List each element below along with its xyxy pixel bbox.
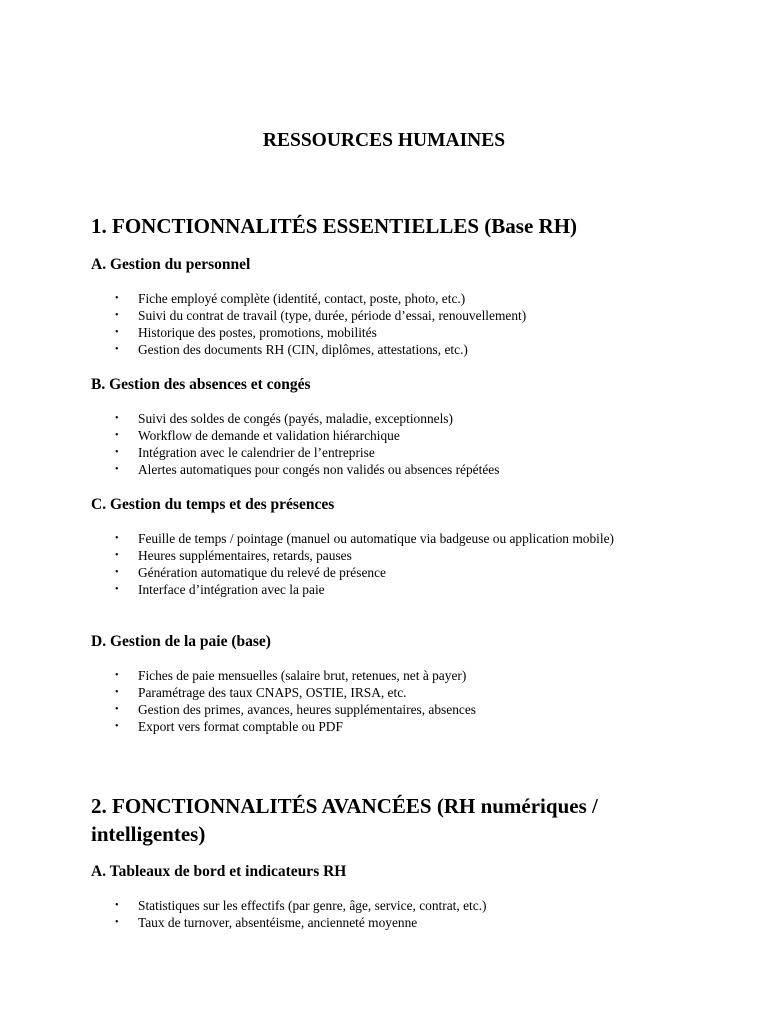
list-item-text: Intégration avec le calendrier de l’entreprise [138, 445, 375, 460]
list-item-text: Alertes automatiques pour congés non validés ou absences répétées [138, 462, 500, 477]
list-item [91, 718, 671, 735]
subsection-1b-list [91, 410, 671, 478]
list-item [91, 530, 671, 547]
bullet-icon: • [115, 293, 119, 304]
bullet-icon: • [115, 900, 119, 911]
list-item-text: Export vers format comptable ou PDF [138, 719, 343, 734]
bullet-icon: • [115, 344, 119, 355]
list-item [91, 290, 671, 307]
list-item [91, 444, 671, 461]
list-item-text: Fiche employé complète (identité, contact, poste, photo, etc.) [138, 291, 466, 306]
list-item [91, 897, 671, 914]
list-item-text: Feuille de temps / pointage (manuel ou automatique via badgeuse ou application mobile) [138, 531, 614, 546]
bullet-icon: • [115, 327, 119, 338]
list-item [91, 684, 671, 701]
list-item [91, 564, 671, 581]
bullet-icon: • [115, 584, 119, 595]
bullet-icon: • [115, 533, 119, 544]
list-item [91, 427, 671, 444]
bullet-icon: • [115, 670, 119, 681]
list-item-text: Interface d’intégration avec la paie [138, 582, 325, 597]
list-item [91, 701, 671, 718]
list-item-text: Historique des postes, promotions, mobilités [138, 325, 377, 340]
subsection-1a-list [91, 290, 671, 358]
subsection-1c-heading: C. Gestion du temps et des présences [91, 496, 335, 513]
subsection-2a-heading: A. Tableaux de bord et indicateurs RH [91, 863, 347, 880]
list-item-text: Gestion des documents RH (CIN, diplômes, attestations, etc.) [138, 342, 468, 357]
subsection-1b-heading: B. Gestion des absences et congés [91, 376, 311, 393]
list-item-text: Heures supplémentaires, retards, pauses [138, 548, 352, 563]
list-item [91, 324, 671, 341]
bullet-icon: • [115, 464, 119, 475]
list-item-text: Génération automatique du relevé de présence [138, 565, 386, 580]
list-item-text: Gestion des primes, avances, heures supplémentaires, absences [138, 702, 477, 717]
bullet-icon: • [115, 917, 119, 928]
bullet-icon: • [115, 721, 119, 732]
list-item-text: Suivi des soldes de congés (payés, maladie, exceptionnels) [138, 411, 453, 426]
bullet-icon: • [115, 413, 119, 424]
list-item-text: Paramétrage des taux CNAPS, OSTIE, IRSA, etc. [138, 685, 407, 700]
list-item [91, 547, 671, 564]
bullet-icon: • [115, 310, 119, 321]
document-title: RESSOURCES HUMAINES [262, 130, 506, 151]
bullet-icon: • [115, 550, 119, 561]
list-item-text: Taux de turnover, absentéisme, ancienneté moyenne [138, 915, 418, 930]
subsection-1a-heading: A. Gestion du personnel [91, 256, 251, 273]
subsection-1d-heading: D. Gestion de la paie (base) [91, 633, 271, 650]
list-item [91, 667, 671, 684]
bullet-icon: • [115, 704, 119, 715]
list-item-text: Fiches de paie mensuelles (salaire brut, retenues, net à payer) [138, 668, 467, 683]
list-item [91, 307, 671, 324]
bullet-icon: • [115, 447, 119, 458]
list-item [91, 461, 671, 478]
list-item [91, 914, 671, 931]
bullet-icon: • [115, 687, 119, 698]
subsection-2a-list [91, 897, 671, 931]
bullet-icon: • [115, 567, 119, 578]
section-1-heading: 1. FONCTIONNALITÉS ESSENTIELLES (Base RH) [91, 214, 578, 238]
list-item [91, 341, 671, 358]
list-item-text: Suivi du contrat de travail (type, durée, période d’essai, renouvellement) [138, 308, 527, 323]
bullet-icon: • [115, 430, 119, 441]
list-item-text: Workflow de demande et validation hiérarchique [138, 428, 400, 443]
subsection-1d-list [91, 667, 671, 735]
subsection-1c-list [91, 530, 671, 598]
list-item [91, 581, 671, 598]
list-item [91, 410, 671, 427]
section-2-heading: 2. FONCTIONNALITÉS AVANCÉES (RH numériques / intelligentes) [91, 794, 598, 846]
list-item-text: Statistiques sur les effectifs (par genre, âge, service, contrat, etc.) [138, 898, 487, 913]
